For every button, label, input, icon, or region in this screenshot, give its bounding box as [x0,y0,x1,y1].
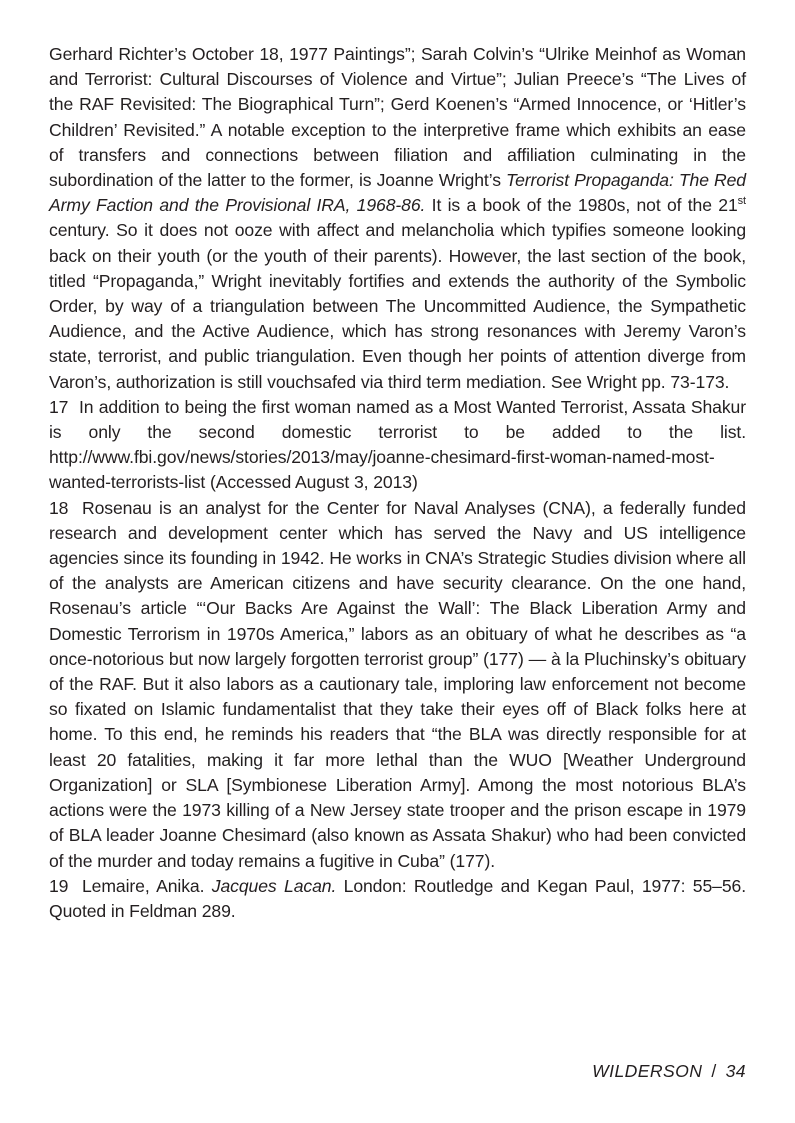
footnote-19 [49,874,746,924]
running-head: WILDERSON [592,1061,703,1081]
footnote-continuation [49,42,746,395]
running-footer [592,1061,746,1082]
page-body [49,42,746,924]
book-title: Terrorist Propaganda: The Red Army Faction and the Provisional IRA, 1968-86. [49,170,746,216]
footnote-number: 18 [49,497,69,518]
continuation-text-c: century. So it does not ooze with affect and melancholia which typifies someone looking back on their youth (or the youth of their parents). However, the last section of the book, titled “Propaganda,” Wright inevitably fortifies and extends the authority of the Symbolic Order, by way of a triangulation between The Uncommitted Audience, the Sympathetic Audience, and the Active Audience, which has strong resonances with Jeremy Varon’s state, terrorist, and public triangulation. Even though her points of attention diverge from Varon’s, authorization is still vouchsafed via third term mediation. See Wright pp. 73-173. [49,220,746,392]
footnote-number: 17 [49,396,69,417]
book-title: Jacques Lacan. [211,875,337,896]
superscript-st: st [737,195,746,208]
footer-separator: / [711,1061,717,1081]
footnote-18 [49,496,746,874]
page-number: 34 [725,1061,746,1081]
footnote-17 [49,395,746,496]
continuation-text-a: Gerhard Richter’s October 18, 1977 Paintings”; Sarah Colvin’s “Ulrike Meinhof as Woman and Terrorist: Cultural Discourses of Violence and Virtue”; Julian Preece’s “The Lives of the RAF Revisited: The Biographical Turn”; Gerd Koenen’s “Armed Innocence, or ‘Hitler’s Children’ Revisited.” A notable exception to the interpretive frame which exhibits an ease of transfers and connections between filiation and affiliation culminating in the subordination of the latter to the former, is Joanne Wright’s [49,44,746,191]
continuation-text-b: It is a book of the 1980s, not of the 21 [425,195,738,216]
footnote-number: 19 [49,875,69,896]
footnote-text-b: London: Routledge and Kegan Paul, 1977: 55–56. Quoted in Feldman 289. [49,875,746,921]
footnote-text-a: Lemaire, Anika. [82,875,212,896]
footnote-text: Rosenau is an analyst for the Center for Naval Analyses (CNA), a federally funded research and development center which has served the Navy and US intelligence agencies since its founding in 1942. He works in CNA’s Strategic Studies division where all of the analysts are American citizens and have security clearance. On the one hand, Rosenau’s article “‘Our Backs Are Against the Wall’: The Black Liberation Army and Domestic Terrorism in 1970s America,” labors as an obituary of what he describes as “a once-notorious but now largely forgotten terrorist group” (177) — à la Pluchinsky’s obituary of the RAF. But it also labors as a cautionary tale, imploring law enforcement not become so fixated on Islamic fundamentalist that they take their eyes off of Black folks here at home. To this end, he reminds his readers that “the BLA was directly responsible for at least 20 fatalities, making it far more lethal than the WUO [Weather Underground Organization] or SLA [Symbionese Liberation Army]. Among the most notorious BLA’s actions were the 1973 killing of a New Jersey state trooper and the prison escape in 1979 of BLA leader Joanne Chesimard (also known as Assata Shakur) who had been convicted of the murder and today remains a fugitive in Cuba” (177). [49,497,746,871]
footnote-text: In addition to being the first woman named as a Most Wanted Terrorist, Assata Shakur is only the second domestic terrorist to be added to the list. http://www.fbi.gov/news/stories/2013/may/joanne-chesimard-first-woman-named-most-wanted-terrorists-list (Accessed August 3, 2013) [49,396,746,493]
